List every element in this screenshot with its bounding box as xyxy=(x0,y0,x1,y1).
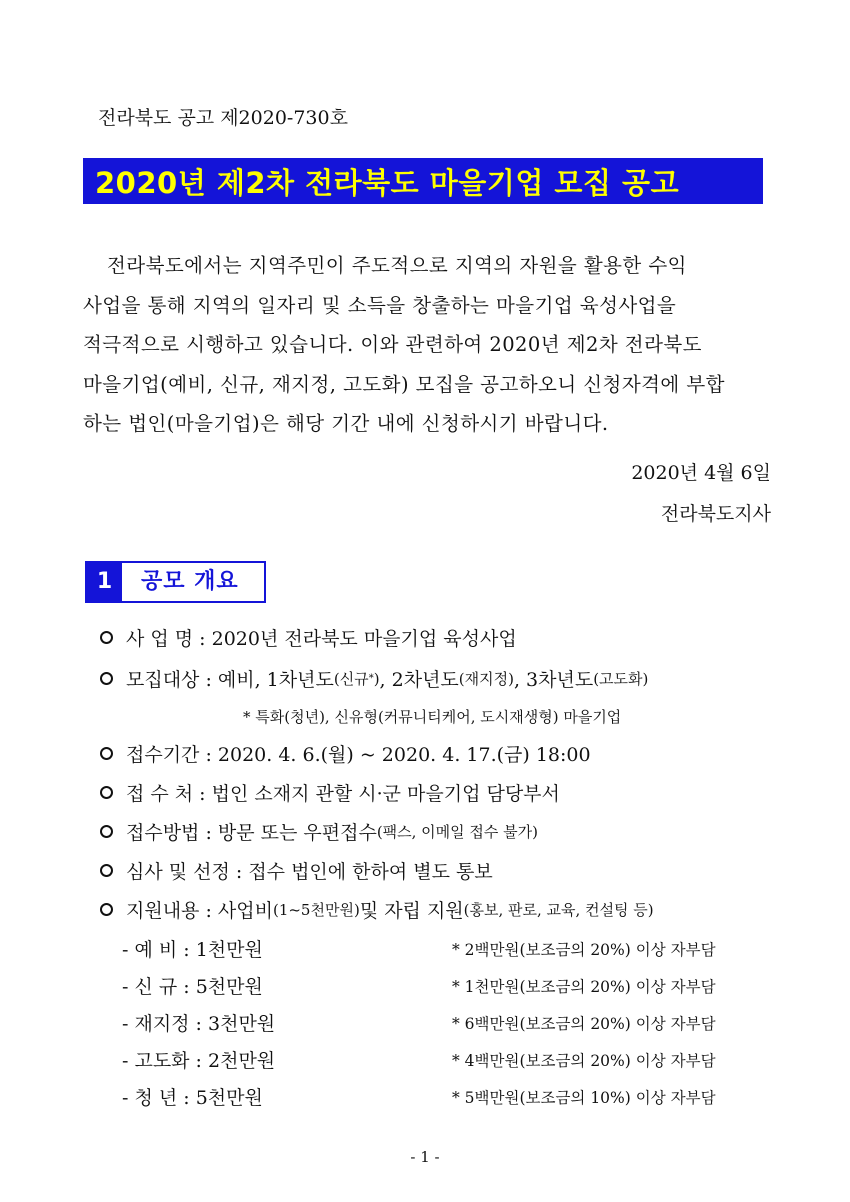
target-star: * xyxy=(368,673,374,684)
page-number: - 1 - xyxy=(410,1148,440,1166)
list-item-target xyxy=(100,665,648,692)
period-text: 접수기간 : 2020. 4. 6.(월) ~ 2020. 4. 17.(금) 18:00 xyxy=(126,744,591,766)
review-text: 심사 및 선정 : 접수 법인에 한하여 별도 통보 xyxy=(126,861,493,883)
support-detail-note: * 2백만원(보조금의 20%) 이상 자부담 xyxy=(452,941,716,959)
list-item-method xyxy=(100,818,538,845)
support-detail-label: - 예 비 : 1천만원 xyxy=(122,939,263,961)
section-title: 공모 개요 xyxy=(141,569,239,594)
support-detail-label: - 청 년 : 5천만원 xyxy=(122,1087,263,1109)
notice-number: 전라북도 공고 제2020-730호 xyxy=(98,107,348,129)
document-title: 2020년 제2차 전라북도 마을기업 모집 공고 xyxy=(95,166,680,200)
target-footnote: * 특화(청년), 신유형(커뮤니티케어, 도시재생형) 마을기업 xyxy=(243,708,622,726)
project-name-text: 사 업 명 : 2020년 전라북도 마을기업 육성사업 xyxy=(126,628,517,650)
target-2nd-text: , 2차년도 xyxy=(379,669,459,691)
intro-line: 전라북도에서는 지역주민이 주도적으로 지역의 자원을 활용한 수익 xyxy=(107,254,687,277)
circle-bullet-icon xyxy=(100,631,113,644)
support-detail-label: - 재지정 : 3천만원 xyxy=(122,1013,276,1035)
support-detail-note: * 4백만원(보조금의 20%) 이상 자부담 xyxy=(452,1052,716,1070)
support-detail-label: - 신 규 : 5천만원 xyxy=(122,976,263,998)
intro-line: 사업을 통해 지역의 일자리 및 소득을 창출하는 마을기업 육성사업을 xyxy=(83,293,677,317)
support-detail-row xyxy=(122,972,716,999)
announcement-date: 2020년 4월 6일 xyxy=(631,462,771,484)
title-banner xyxy=(83,158,763,204)
circle-bullet-icon xyxy=(100,786,113,799)
support-detail-row xyxy=(122,935,716,962)
place-text: 접 수 처 : 법인 소재지 관할 시·군 마을기업 담당부서 xyxy=(126,783,560,805)
support-detail-note: * 6백만원(보조금의 20%) 이상 자부담 xyxy=(452,1015,716,1033)
list-item-place xyxy=(100,779,560,806)
support-note: (홍보, 판로, 교육, 컨설팅 등) xyxy=(463,901,654,919)
list-item-support xyxy=(100,896,654,923)
support-detail-note: * 1천만원(보조금의 20%) 이상 자부담 xyxy=(452,978,716,996)
method-text: 접수방법 : 방문 또는 우편접수 xyxy=(126,822,377,844)
circle-bullet-icon xyxy=(100,864,113,877)
circle-bullet-icon xyxy=(100,825,113,838)
target-close: ) xyxy=(373,669,380,688)
circle-bullet-icon xyxy=(100,903,113,916)
support-detail-note: * 5백만원(보조금의 10%) 이상 자부담 xyxy=(452,1089,716,1107)
circle-bullet-icon xyxy=(100,747,113,760)
support-range: (1~5천만원) xyxy=(272,901,360,919)
support-detail-row xyxy=(122,1083,716,1110)
list-item-project-name xyxy=(100,624,517,651)
target-new-text: (신규 xyxy=(333,670,369,688)
intro-line: 적극적으로 시행하고 있습니다. 이와 관련하여 2020년 제2차 전라북도 xyxy=(83,333,702,356)
intro-line: 하는 법인(마을기업)은 해당 기간 내에 신청하시기 바랍니다. xyxy=(83,412,609,435)
issuer: 전라북도지사 xyxy=(660,503,771,525)
support-detail-row xyxy=(122,1046,716,1073)
list-item-period xyxy=(100,740,591,767)
intro-line: 마을기업(예비, 신규, 재지정, 고도화) 모집을 공고하오니 신청자격에 부합 xyxy=(83,372,725,396)
section-header xyxy=(85,561,266,603)
target-3rd-text: , 3차년도 xyxy=(513,669,594,691)
section-number: 1 xyxy=(87,563,122,601)
target-text: 모집대상 : 예비, 1차년도 xyxy=(126,669,334,691)
support-detail-row xyxy=(122,1009,716,1036)
support-detail-label: - 고도화 : 2천만원 xyxy=(122,1050,276,1072)
support-mid: 및 자립 지원 xyxy=(359,900,464,922)
intro-paragraph xyxy=(83,246,773,444)
target-3rd-note: (고도화) xyxy=(593,670,649,688)
circle-bullet-icon xyxy=(100,672,113,685)
support-text: 지원내용 : 사업비 xyxy=(126,900,273,922)
target-2nd-note: (재지정) xyxy=(458,670,514,688)
list-item-review xyxy=(100,857,493,884)
method-note: (팩스, 이메일 접수 불가) xyxy=(376,823,538,841)
